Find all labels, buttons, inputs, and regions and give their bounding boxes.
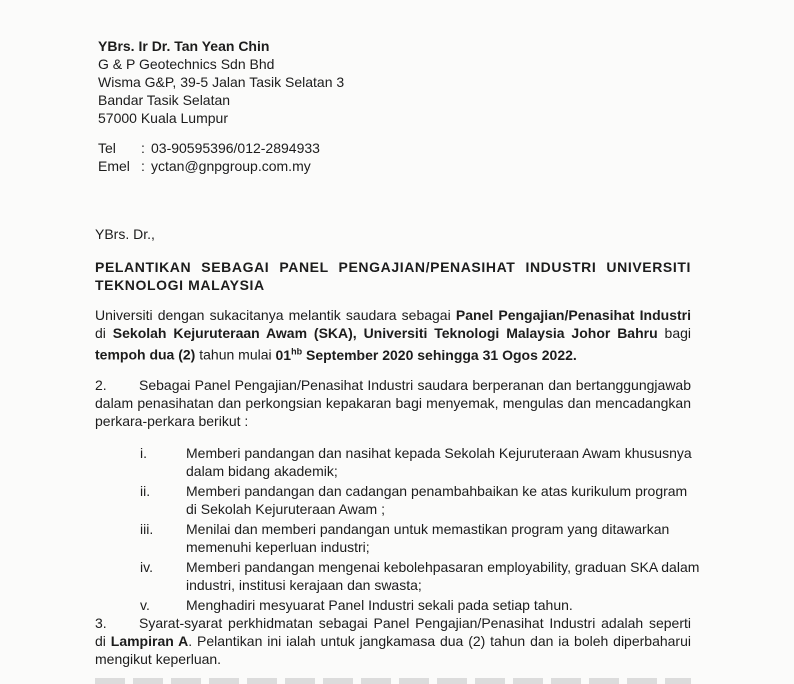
list-item-numeral: iii. [140, 521, 154, 537]
list-item-text: Memberi pandangan mengenai kebolehpasaran employability, graduan SKA dalam industri, institusi kerajaan dan swasta; [186, 559, 700, 593]
p1-text-3: bagi [657, 325, 692, 341]
list-item-text: Memberi pandangan dan nasihat kepada Sekolah Kejuruteraan Awam khususnya dalam bidang akademik; [186, 445, 692, 479]
p1-bold-2: Sekolah Kejuruteraan Awam (SKA), Universiti Teknologi Malaysia Johor Bahru [112, 325, 658, 341]
list-item [140, 482, 700, 518]
p1-text-1: Universiti dengan sukacitanya melantik saudara sebagai [95, 307, 456, 323]
paragraph-3 [95, 614, 691, 668]
tel-label: Tel [98, 140, 116, 156]
list-item-numeral: ii. [140, 483, 151, 499]
recipient-name: YBrs. Ir Dr. Tan Yean Chin [98, 38, 270, 54]
recipient-address-line-3: 57000 Kuala Lumpur [98, 110, 228, 126]
p1-text-4: tahun mulai [195, 346, 276, 363]
p3-number: 3. [95, 615, 107, 631]
list-item-text: Menghadiri mesyuarat Panel Industri sekali pada setiap tahun. [186, 597, 573, 613]
subject-line-1: PELANTIKAN SEBAGAI PANEL PENGAJIAN/PENASIHAT INDUSTRI UNIVERSITI [95, 259, 691, 275]
p1-bold-1: Panel Pengajian/Penasihat Industri [455, 307, 691, 323]
email-separator: : [141, 158, 145, 174]
cut-off-text-line [95, 678, 691, 684]
recipient-address-line-1: Wisma G&P, 39-5 Jalan Tasik Selatan 3 [98, 74, 345, 90]
email-row [98, 157, 320, 175]
recipient-company: G & P Geotechnics Sdn Bhd [98, 56, 275, 72]
list-item [140, 444, 700, 480]
tel-value: 03-90595396/012-2894933 [151, 140, 320, 156]
paragraph-1 [95, 306, 691, 364]
list-item-numeral: i. [140, 445, 147, 461]
list-item [140, 596, 700, 614]
salutation: YBrs. Dr., [95, 226, 155, 242]
p3-text-1: Syarat-syarat perkhidmatan sebagai Panel Pengajian/Penasihat Industri adalah seperti di [95, 615, 691, 649]
list-item-text: Memberi pandangan dan cadangan penambahbaikan ke atas kurikulum program di Sekolah Kejuruteraan Awam ; [186, 483, 688, 517]
p2-text: Sebagai Panel Pengajian/Penasihat Industri saudara berperanan dan bertanggungjawab dalam penasihatan dan perkongsian kepakaran bagi menyemak, mengulas dan mencadangkan perkara-perkara berikut : [95, 377, 691, 429]
tel-separator: : [141, 140, 145, 156]
tel-row [98, 139, 320, 157]
p2-number: 2. [95, 377, 107, 393]
recipient-address-line-2: Bandar Tasik Selatan [98, 92, 231, 108]
list-item [140, 520, 700, 556]
duties-list [140, 444, 700, 616]
p1-date-suffix: hb [291, 346, 303, 356]
p1-date-rest: September 2020 sehingga 31 Ogos 2022. [302, 346, 577, 363]
list-item-text: Menilai dan memberi pandangan untuk memastikan program yang ditawarkan memenuhi keperluan industri; [186, 521, 670, 555]
p1-date-day: 01 [275, 346, 292, 363]
recipient-address [98, 37, 344, 127]
p1-bold-4 [276, 347, 577, 363]
p3-text-2: . Pelantikan ini ialah untuk jangkamasa dua (2) tahun dan ia boleh diperbaharui mengikut keperluan. [95, 633, 691, 667]
list-item [140, 558, 700, 594]
list-item-numeral: v. [140, 597, 150, 613]
email-label: Emel [98, 158, 130, 174]
p1-bold-3: tempoh dua (2) [95, 346, 196, 363]
p1-text-2: di [95, 325, 113, 341]
letter-subject [95, 258, 691, 294]
paragraph-2 [95, 376, 691, 430]
subject-line-2: TEKNOLOGI MALAYSIA [95, 277, 265, 293]
email-value: yctan@gnpgroup.com.my [151, 158, 311, 174]
p3-bold-1: Lampiran A [110, 633, 189, 649]
list-item-numeral: iv. [140, 559, 153, 575]
recipient-contact [98, 139, 320, 175]
